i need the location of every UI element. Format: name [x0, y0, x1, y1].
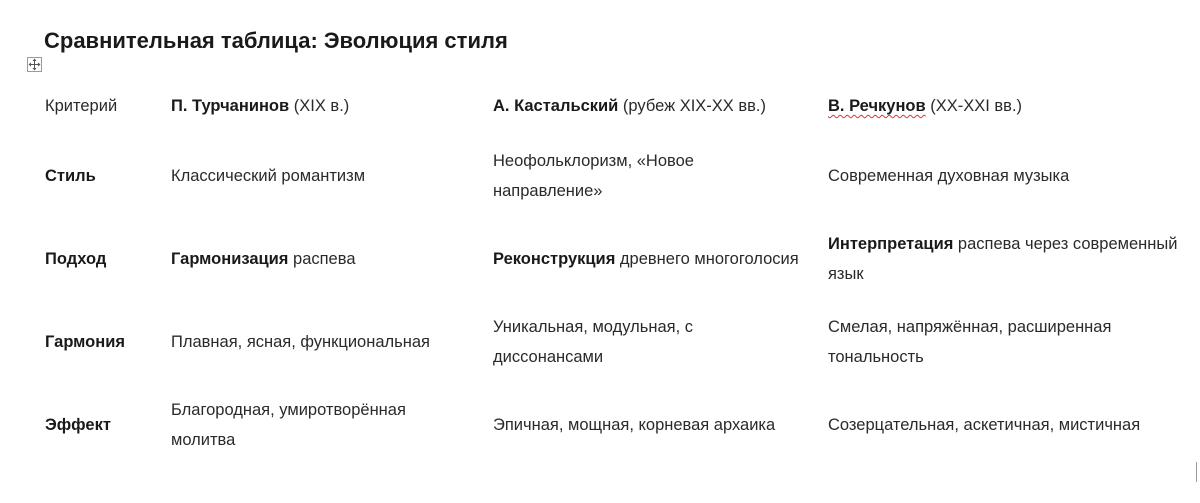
cell-bold-text: Интерпретация: [828, 234, 954, 253]
cell-text: Классический романтизм: [171, 166, 366, 185]
composer-era: (XX-XXI вв.): [925, 97, 1023, 115]
table-cell[interactable]: [481, 220, 816, 297]
cell-text: Эпичная, мощная, корневая архаика: [493, 416, 776, 434]
table-cell[interactable]: [159, 220, 481, 297]
cell-text: Смелая, напряжённая, расширенная тональность: [828, 317, 1112, 366]
cell-text: Плавная, ясная, функциональная: [171, 332, 430, 351]
table-row: [33, 131, 1190, 220]
header-criterion-cell[interactable]: [33, 81, 159, 131]
move-arrows-icon: [28, 58, 41, 71]
composer-name: В. Речкунов: [828, 97, 926, 115]
criterion-cell[interactable]: [33, 131, 159, 220]
cell-text: распева: [288, 249, 356, 268]
cell-bold-text: Гармонизация: [171, 249, 289, 268]
table-cell[interactable]: [481, 131, 816, 220]
criterion-label: Подход: [45, 249, 107, 268]
cell-text: Уникальная, модульная, с диссонансами: [493, 317, 693, 366]
table-cell[interactable]: [816, 386, 1190, 464]
table-row: [33, 297, 1190, 386]
cell-text: Благородная, умиротворённая молитва: [171, 401, 406, 449]
table-cell[interactable]: [816, 131, 1190, 220]
table-cell[interactable]: [481, 297, 816, 386]
header-composer-cell[interactable]: [816, 81, 1190, 131]
criterion-label: Гармония: [45, 332, 125, 351]
header-composer-cell[interactable]: [159, 81, 481, 131]
table-row: [33, 386, 1190, 464]
cell-text: древнего многоголосия: [615, 249, 799, 268]
cell-text: распева через современный язык: [828, 234, 1178, 283]
criterion-cell[interactable]: [33, 386, 159, 464]
composer-name: А. Кастальский: [493, 97, 619, 115]
criterion-cell[interactable]: [33, 297, 159, 386]
table-resize-handle[interactable]: [1193, 462, 1200, 482]
table-cell[interactable]: [816, 297, 1190, 386]
composer-era: (XIX в.): [289, 97, 350, 115]
criterion-label: Стиль: [45, 166, 96, 185]
table-cell[interactable]: [159, 386, 481, 464]
comparison-table: [33, 81, 1190, 464]
cell-text: Современная духовная музыка: [828, 166, 1070, 185]
table-header-row: [33, 81, 1190, 131]
composer-name: П. Турчанинов: [171, 97, 290, 115]
header-composer-cell[interactable]: [481, 81, 816, 131]
composer-era: (рубеж XIX-XX вв.): [618, 97, 767, 115]
table-row: [33, 220, 1190, 297]
document-title: Сравнительная таблица: Эволюция стиля: [44, 28, 508, 53]
table-cell[interactable]: [159, 297, 481, 386]
cell-text: Созерцательная, аскетичная, мистичная: [828, 416, 1141, 434]
criterion-label: Эффект: [45, 416, 111, 434]
criterion-cell[interactable]: [33, 220, 159, 297]
cell-bold-text: Реконструкция: [493, 249, 616, 268]
header-criterion-label: Критерий: [45, 97, 118, 115]
cell-text: Неофольклоризм, «Новое направление»: [493, 151, 694, 200]
table-move-handle-icon[interactable]: [27, 57, 42, 72]
table-cell[interactable]: [816, 220, 1190, 297]
table-cell[interactable]: [481, 386, 816, 464]
table-cell[interactable]: [159, 131, 481, 220]
